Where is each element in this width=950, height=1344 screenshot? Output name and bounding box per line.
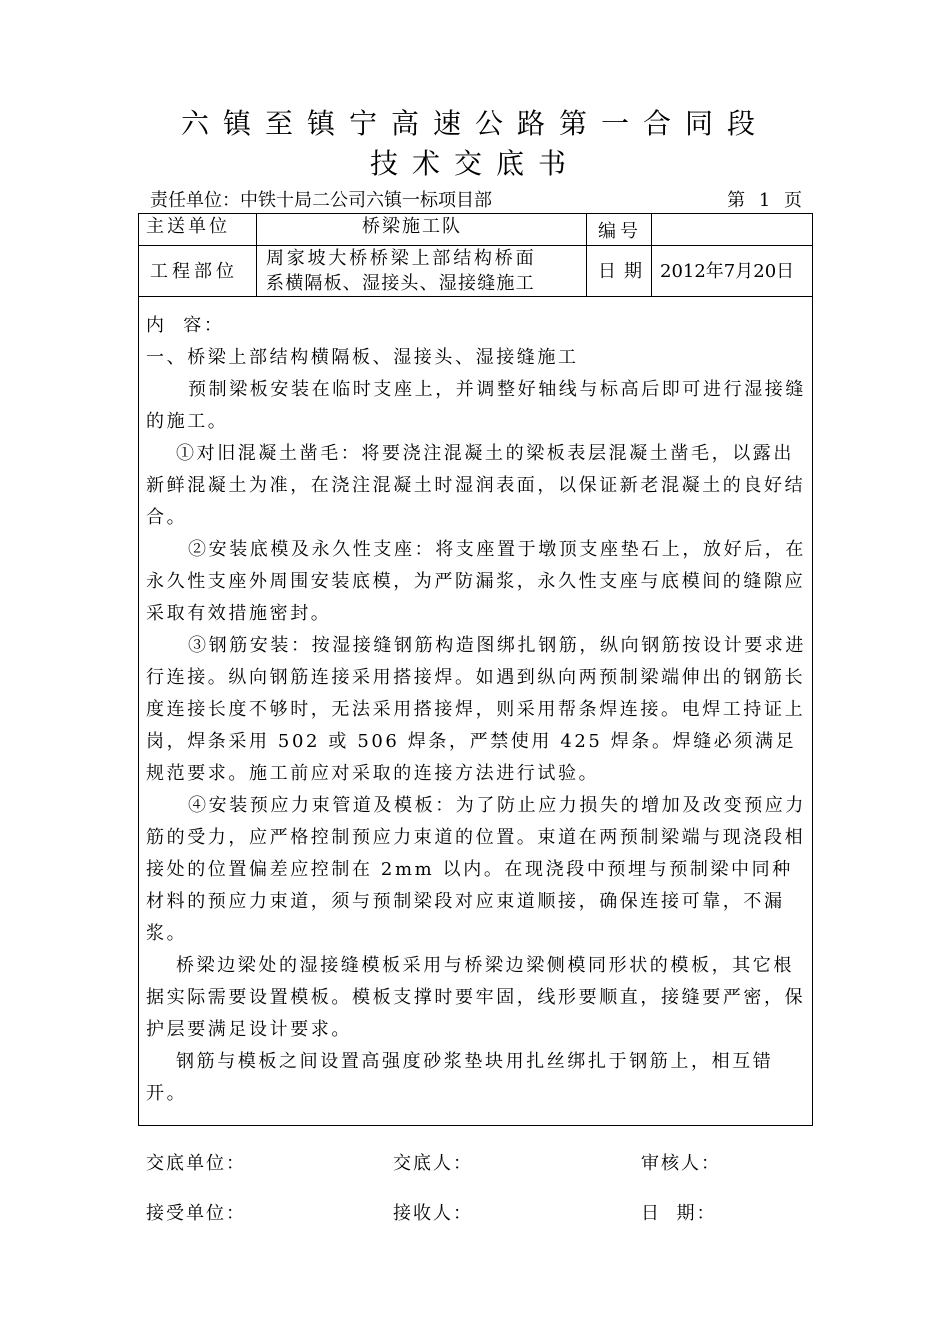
send-unit-label: 主送单位 [146,216,230,237]
handover-unit-label: 交底单位： [146,1153,246,1174]
paragraph: 钢筋与模板之间设置高强度砂浆垫块用扎丝绑扎于钢筋上，相互错开。 [146,1051,774,1104]
paragraph: ④安装预应力束管道及模板：为了防止应力损失的增加及改变预应力筋的受力，应严格控制预应力束道的位置。束道在两预制梁端与现浇段相接处的位置偏差应控制在 2mm 以内。在现浇段中预埋与预制梁中同种材料的预应力束道，须与预制梁段对应束道顺接，确保连接可靠，不漏浆。 [146,795,806,944]
page-number: 第 1 页 [727,190,802,211]
content-label: 内 容： [146,315,225,336]
table-divider [256,213,257,296]
handover-person-label: 交底人： [393,1153,473,1174]
table-divider [651,213,652,296]
receiver-label: 接收人： [393,1203,473,1224]
date-value: 2012年7月20日 [660,261,795,282]
paragraph: ②安装底模及永久性支座：将支座置于墩顶支座垫石上，放好后，在永久性支座外周围安装底模，为严防漏浆，永久性支座与底模间的缝隙应采取有效措施密封。 [146,539,806,624]
project-value-line1: 周家坡大桥桥梁上部结构桥面 [266,248,537,269]
paragraph: 预制梁板安装在临时支座上，并调整好轴线与标高后即可进行湿接缝的施工。 [146,379,806,432]
date-sign-label: 日 期： [641,1203,717,1224]
number-label: 编号 [598,221,642,242]
table-divider [138,245,813,246]
table-divider [138,296,813,297]
reviewer-label: 审核人： [641,1153,721,1174]
send-unit-value: 桥梁施工队 [362,216,462,237]
document-title-line2: 技术交底书 [369,147,580,180]
project-label: 工程部位 [150,261,238,282]
receive-unit-label: 接受单位： [146,1203,246,1224]
project-value-line2: 系横隔板、湿接头、湿接缝施工 [266,273,535,294]
date-label: 日期 [598,261,650,282]
responsible-unit: 责任单位：中铁十局二公司六镇一标项目部 [150,190,492,211]
section-heading: 一、桥梁上部结构横隔板、湿接头、湿接缝施工 [146,347,579,368]
paragraph: 桥梁边梁处的湿接缝模板采用与桥梁边梁侧模同形状的模板，其它根据实际需要设置模板。模板支撑时要牢固，线形要顺直，接缝要严密，保护层要满足设计要求。 [146,955,806,1040]
table-divider [586,213,587,296]
content-body [146,310,806,1110]
document-title-line1: 六镇至镇宁高速公路第一合同段 [180,107,769,140]
paragraph: ③钢筋安装：按湿接缝钢筋构造图绑扎钢筋，纵向钢筋按设计要求进行连接。纵向钢筋连接采用搭接焊。如遇到纵向两预制梁端伸出的钢筋长度连接长度不够时，无法采用搭接焊，则采用帮条焊连接。电焊工持证上岗，焊条采用 502 或 506 焊条，严禁使用 425 焊条。焊缝必须满足规范要求。施工前应对采取的连接方法进行试验。 [146,635,806,784]
paragraph: ①对旧混凝土凿毛：将要浇注混凝土的梁板表层混凝土凿毛，以露出新鲜混凝土为准，在浇注混凝土时湿润表面，以保证新老混凝土的良好结合。 [146,443,806,528]
